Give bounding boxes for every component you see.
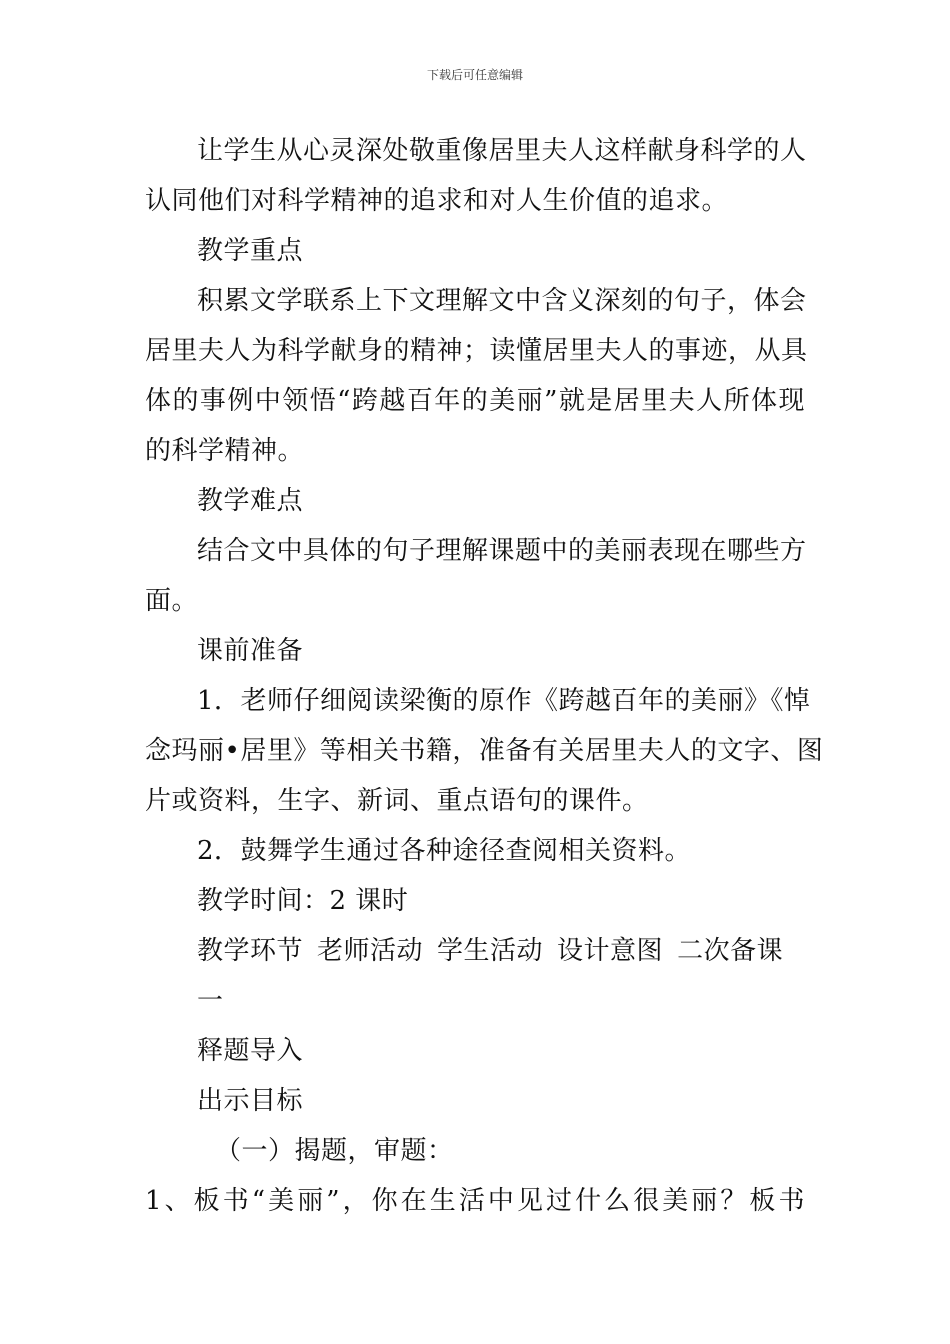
paragraph-line: 面。 bbox=[145, 586, 199, 616]
table-header-cell: 设计意图 bbox=[557, 936, 664, 966]
table-header-row bbox=[197, 936, 783, 966]
paragraph-line: 片或资料，生字、新词、重点语句的课件。 bbox=[145, 786, 649, 816]
section-heading-key-points: 教学重点 bbox=[197, 236, 304, 266]
paragraph-line: 2．鼓舞学生通过各种途径查阅相关资料。 bbox=[197, 836, 692, 866]
table-header-cell: 老师活动 bbox=[317, 936, 424, 966]
subsection-heading: （一）揭题，审题： bbox=[215, 1136, 454, 1166]
table-cell: 一 bbox=[197, 986, 224, 1016]
paragraph-line: 认同他们对科学精神的追求和对人生价值的追求。 bbox=[145, 186, 729, 216]
paragraph-line: 念玛丽•居里》等相关书籍，准备有关居里夫人的文字、图 bbox=[145, 736, 824, 766]
page-header-note: 下载后可任意编辑 bbox=[426, 68, 523, 82]
section-heading-difficulties: 教学难点 bbox=[197, 486, 304, 516]
paragraph-line: 结合文中具体的句子理解课题中的美丽表现在哪些方 bbox=[197, 536, 807, 566]
paragraph-line: 体的事例中领悟“跨越百年的美丽”就是居里夫人所体现 bbox=[145, 386, 805, 416]
paragraph-line: 居里夫人为科学献身的精神；读懂居里夫人的事迹，从具 bbox=[145, 336, 808, 366]
paragraph-line: 的科学精神。 bbox=[145, 436, 305, 466]
table-cell: 出示目标 bbox=[197, 1086, 304, 1116]
paragraph-line: 让学生从心灵深处敬重像居里夫人这样献身科学的人 bbox=[197, 136, 807, 166]
table-header-cell: 教学环节 bbox=[197, 936, 304, 966]
section-heading-preparation: 课前准备 bbox=[197, 636, 304, 666]
paragraph-line: 1、板书“美丽”，你在生活中见过什么很美丽？板书 bbox=[145, 1186, 805, 1216]
table-header-cell: 二次备课 bbox=[677, 936, 784, 966]
paragraph-line: 1．老师仔细阅读梁衡的原作《跨越百年的美丽》《悼 bbox=[197, 686, 811, 716]
paragraph-line: 积累文学联系上下文理解文中含义深刻的句子，体会 bbox=[197, 286, 807, 316]
table-header-cell: 学生活动 bbox=[437, 936, 544, 966]
teaching-time: 教学时间：2 课时 bbox=[197, 886, 409, 916]
table-cell: 释题导入 bbox=[197, 1036, 304, 1066]
